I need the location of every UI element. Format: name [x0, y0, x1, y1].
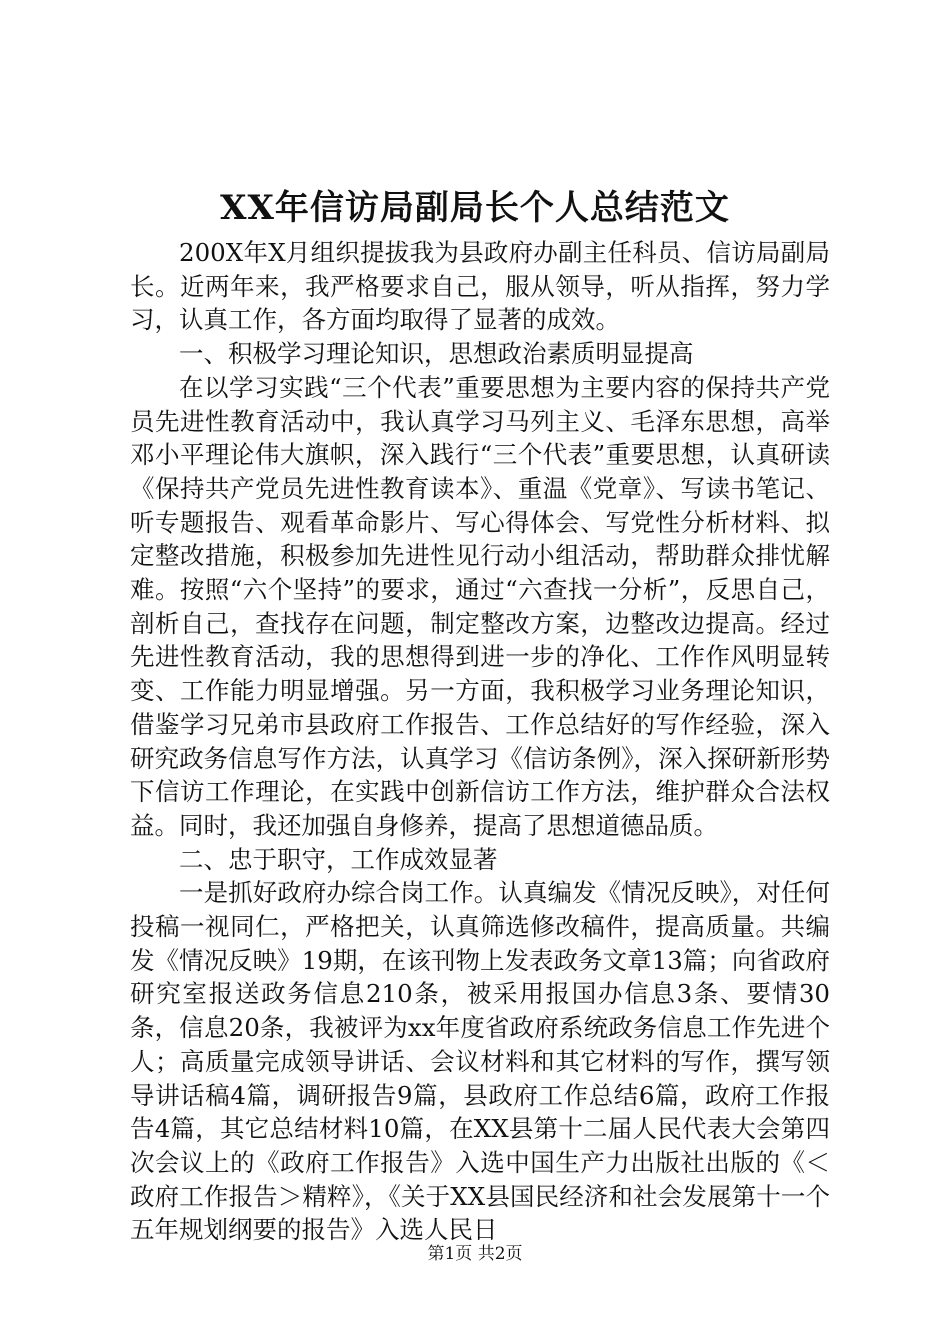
page-footer: 第1页 共2页	[427, 1244, 523, 1264]
section-heading-2: 二、忠于职守，工作成效显著	[179, 844, 498, 874]
document-body	[130, 236, 830, 1247]
section-1-paragraph: 在以学习实践“三个代表”重要思想为主要内容的保持共产党员先进性教育活动中，我认真学习马列主义、毛泽东思想，高举邓小平理论伟大旗帜，深入践行“三个代表”重要思想，认真研读《保持共产党员先进性教育读本》、重温《党章》、写读书笔记、听专题报告、观看革命影片、写心得体会、写党性分析材料、拟定整改措施，积极参加先进性见行动小组活动，帮助群众排忧解难。按照“六个坚持”的要求，通过“六查找一分析”，反思自己，剖析自己，查找存在问题，制定整改方案，边整改边提高。经过先进性教育活动，我的思想得到进一步的净化、工作作风明显转变、工作能力明显增强。另一方面，我积极学习业务理论知识，借鉴学习兄弟市县政府工作报告、工作总结好的写作经验，深入研究政务信息写作方法，认真学习《信访条例》，深入探研新形势下信访工作理论，在实践中创新信访工作方法，维护群众合法权益。同时，我还加强自身修养，提高了思想道德品质。	[130, 372, 830, 840]
document-title: XX年信访局副局长个人总结范文	[220, 188, 730, 228]
section-2-paragraph: 一是抓好政府办综合岗工作。认真编发《情况反映》，对任何投稿一视同仁，严格把关，认真筛选修改稿件，提高质量。共编发《情况反映》19期，在该刊物上发表政务文章13篇；向省政府研究室报送政务信息210条，被采用报国办信息3条、要情30条，信息20条，我被评为xx年度省政府系统政务信息工作先进个人；高质量完成领导讲话、会议材料和其它材料的写作，撰写领导讲话稿4篇，调研报告9篇，县政府工作总结6篇，政府工作报告4篇，其它总结材料10篇，在XX县第十二届人民代表大会第四次会议上的《政府工作报告》入选中国生产力出版社出版的《＜政府工作报告＞精粹》，《关于XX县国民经济和社会发展第十一个五年规划纲要的报告》入选人民日	[130, 878, 830, 1245]
section-heading-1: 一、积极学习理论知识，思想政治素质明显提高	[179, 339, 694, 369]
intro-paragraph: 200X年X月组织提拔我为县政府办副主任科员、信访局副局长。近两年来，我严格要求自己，服从领导，听从指挥，努力学习，认真工作，各方面均取得了显著的成效。	[130, 238, 830, 335]
